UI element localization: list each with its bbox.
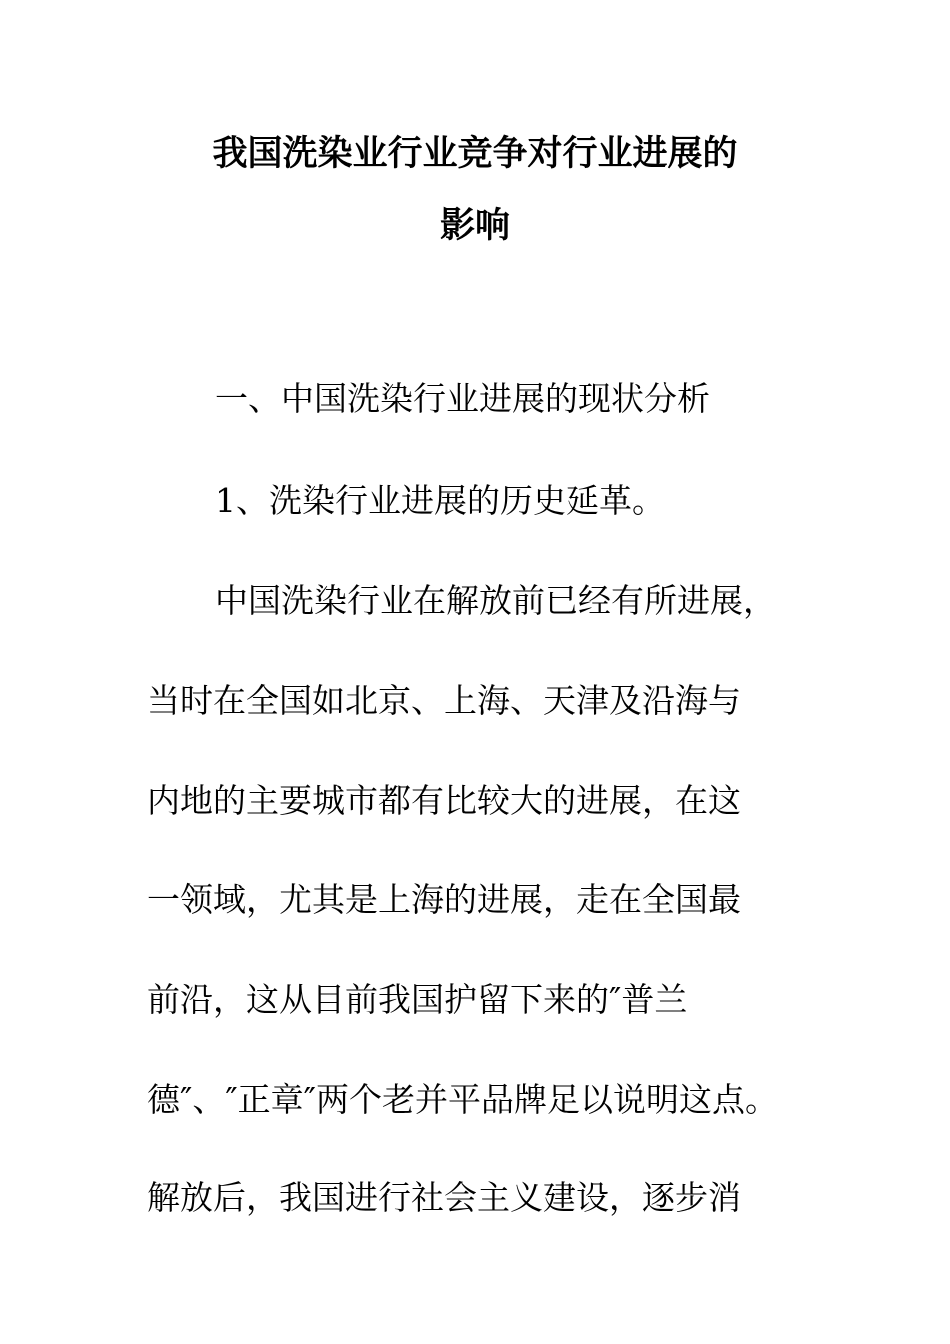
section-heading: 一、中国洗染行业进展的现状分析 (215, 379, 710, 418)
paragraph-line: 前沿，这从目前我国护留下来的″普兰 (147, 980, 688, 1019)
paragraph-line: 解放后，我国进行社会主义建设，逐步消 (147, 1178, 741, 1217)
document-title-line-2: 影响 (439, 206, 510, 246)
paragraph-line: 当时在全国如北京、上海、天津及沿海与 (147, 681, 741, 720)
paragraph-line: 内地的主要城市都有比较大的进展，在这 (147, 781, 741, 820)
paragraph-line: 德″、″正章″两个老并平品牌足以说明这点。 (147, 1080, 778, 1119)
paragraph-line: 一领域，尤其是上海的进展，走在全国最 (147, 880, 741, 919)
paragraph-line: 中国洗染行业在解放前已经有所进展， (215, 581, 776, 620)
subsection-heading: 1、洗染行业进展的历史延革。 (215, 481, 665, 520)
document-title-line-1: 我国洗染业行业竞争对行业进展的 (212, 134, 738, 174)
